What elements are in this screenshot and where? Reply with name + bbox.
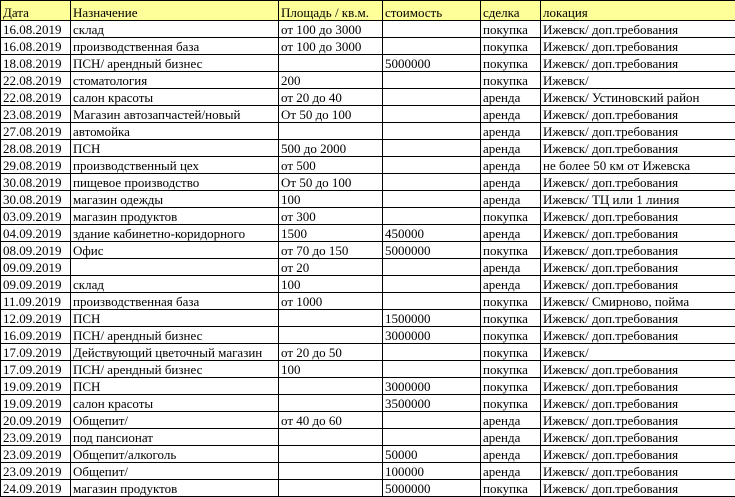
cell-purpose[interactable]: салон красоты [71,89,279,106]
cell-price[interactable]: 3000000 [383,378,481,395]
table-row [1,446,735,463]
cell-date[interactable]: 19.09.2019 [1,378,71,395]
cell-purpose[interactable] [71,259,279,276]
table-row [1,140,735,157]
header-deal[interactable]: сделка [481,1,541,21]
header-purpose[interactable]: Назначение [71,1,279,21]
cell-area[interactable] [279,446,383,463]
cell-date[interactable]: 22.08.2019 [1,89,71,106]
cell-price[interactable] [383,344,481,361]
cell-area[interactable]: от 100 до 3000 [279,38,383,55]
cell-price[interactable]: 3500000 [383,395,481,412]
cell-price[interactable]: 50000 [383,446,481,463]
cell-area[interactable] [279,55,383,72]
cell-date[interactable]: 30.08.2019 [1,191,71,208]
cell-deal[interactable]: покупка [481,344,541,361]
cell-price[interactable] [383,293,481,310]
table-row [1,157,735,174]
table-row [1,21,735,38]
cell-area[interactable]: от 40 до 60 [279,412,383,429]
cell-purpose[interactable]: здание кабинетно-коридорного [71,225,279,242]
cell-location[interactable]: Ижевск/ доп.требования [541,174,735,191]
cell-date[interactable]: 08.09.2019 [1,242,71,259]
cell-deal[interactable]: аренда [481,157,541,174]
table-row [1,293,735,310]
header-location[interactable]: локация [541,1,735,21]
cell-date[interactable]: 30.08.2019 [1,174,71,191]
cell-deal[interactable]: покупка [481,208,541,225]
cell-purpose[interactable]: ПСН/ арендный бизнес [71,327,279,344]
cell-location[interactable]: Ижевск/ доп.требования [541,429,735,446]
cell-price[interactable] [383,259,481,276]
cell-area[interactable]: 200 [279,72,383,89]
header-date[interactable]: Дата [1,1,71,21]
cell-price[interactable] [383,38,481,55]
cell-purpose[interactable]: ПСН [71,378,279,395]
cell-area[interactable]: от 300 [279,208,383,225]
cell-area[interactable]: от 100 до 3000 [279,21,383,38]
cell-area[interactable]: 100 [279,276,383,293]
table-row [1,361,735,378]
cell-deal[interactable]: аренда [481,174,541,191]
cell-purpose[interactable]: стоматология [71,72,279,89]
cell-area[interactable]: 100 [279,361,383,378]
cell-price[interactable]: 450000 [383,225,481,242]
cell-date[interactable]: 04.09.2019 [1,225,71,242]
cell-location[interactable]: Ижевск/ [541,344,735,361]
cell-date[interactable]: 17.09.2019 [1,344,71,361]
cell-date[interactable]: 12.09.2019 [1,310,71,327]
table-row [1,480,735,497]
cell-area[interactable]: от 20 до 40 [279,89,383,106]
cell-date[interactable]: 16.08.2019 [1,21,71,38]
cell-purpose[interactable]: Офис [71,242,279,259]
cell-location[interactable]: Ижевск/ доп.требования [541,446,735,463]
cell-location[interactable]: Ижевск/ доп.требования [541,21,735,38]
cell-date[interactable]: 24.09.2019 [1,480,71,497]
cell-area[interactable] [279,123,383,140]
table-body [1,21,735,497]
cell-deal[interactable]: покупка [481,55,541,72]
cell-deal[interactable]: аренда [481,276,541,293]
cell-purpose[interactable]: Действующий цветочный магазин [71,344,279,361]
cell-location[interactable]: Ижевск/ доп.требования [541,378,735,395]
table-header [1,1,735,21]
cell-price[interactable]: 3000000 [383,327,481,344]
cell-purpose[interactable]: под пансионат [71,429,279,446]
cell-deal[interactable]: аренда [481,225,541,242]
cell-price[interactable] [383,106,481,123]
cell-location[interactable]: Ижевск/ доп.требования [541,463,735,480]
cell-purpose[interactable]: производственный цех [71,157,279,174]
cell-area[interactable]: 500 до 2000 [279,140,383,157]
cell-price[interactable] [383,21,481,38]
cell-location[interactable]: Ижевск/ доп.требования [541,412,735,429]
cell-location[interactable]: Ижевск/ доп.требования [541,208,735,225]
cell-price[interactable] [383,191,481,208]
table-row [1,463,735,480]
cell-location[interactable]: Ижевск/ доп.требования [541,276,735,293]
cell-location[interactable]: Ижевск/ доп.требования [541,55,735,72]
cell-location[interactable]: Ижевск/ доп.требования [541,242,735,259]
cell-purpose[interactable]: ПСН [71,310,279,327]
cell-price[interactable] [383,361,481,378]
cell-purpose[interactable]: ПСН [71,140,279,157]
table-row [1,55,735,72]
cell-purpose[interactable]: магазин продуктов [71,208,279,225]
cell-deal[interactable]: покупка [481,395,541,412]
table-row [1,89,735,106]
cell-deal[interactable]: аренда [481,463,541,480]
cell-deal[interactable]: аренда [481,140,541,157]
cell-deal[interactable]: покупка [481,361,541,378]
cell-deal[interactable]: покупка [481,242,541,259]
cell-date[interactable]: 29.08.2019 [1,157,71,174]
table-row [1,429,735,446]
cell-deal[interactable]: покупка [481,310,541,327]
table-row [1,123,735,140]
cell-location[interactable]: Ижевск/ доп.требования [541,395,735,412]
cell-date[interactable]: 03.09.2019 [1,208,71,225]
table-row [1,378,735,395]
table-row [1,38,735,55]
cell-area[interactable]: от 70 до 150 [279,242,383,259]
cell-date[interactable]: 16.08.2019 [1,38,71,55]
cell-area[interactable]: от 20 [279,259,383,276]
cell-price[interactable] [383,157,481,174]
cell-area[interactable] [279,463,383,480]
cell-purpose[interactable]: производственная база [71,38,279,55]
table-row [1,72,735,89]
table-row [1,395,735,412]
cell-purpose[interactable]: автомойка [71,123,279,140]
cell-location[interactable]: Ижевск/ доп.требования [541,327,735,344]
cell-purpose[interactable]: магазин одежды [71,191,279,208]
cell-price[interactable] [383,276,481,293]
table-row [1,174,735,191]
cell-area[interactable] [279,378,383,395]
cell-area[interactable]: 1500 [279,225,383,242]
cell-area[interactable] [279,480,383,497]
cell-date[interactable]: 22.08.2019 [1,72,71,89]
cell-area[interactable]: от 500 [279,157,383,174]
cell-deal[interactable]: покупка [481,38,541,55]
table-row [1,310,735,327]
cell-purpose[interactable]: Общепит/алкоголь [71,446,279,463]
cell-deal[interactable]: покупка [481,327,541,344]
cell-area[interactable] [279,310,383,327]
cell-location[interactable]: Ижевск/ Смирново, пойма [541,293,735,310]
cell-date[interactable]: 09.09.2019 [1,259,71,276]
cell-area[interactable]: от 20 до 50 [279,344,383,361]
cell-location[interactable]: Ижевск/ [541,72,735,89]
cell-date[interactable]: 27.08.2019 [1,123,71,140]
cell-deal[interactable]: покупка [481,480,541,497]
table-row [1,276,735,293]
cell-price[interactable]: 1500000 [383,310,481,327]
table-row [1,106,735,123]
cell-location[interactable]: Ижевск/ доп.требования [541,38,735,55]
cell-deal[interactable]: аренда [481,123,541,140]
cell-area[interactable] [279,429,383,446]
cell-deal[interactable]: покупка [481,72,541,89]
cell-location[interactable]: Ижевск/ доп.требования [541,310,735,327]
cell-purpose[interactable]: склад [71,21,279,38]
cell-date[interactable]: 28.08.2019 [1,140,71,157]
cell-date[interactable]: 16.09.2019 [1,327,71,344]
cell-area[interactable]: От 50 до 100 [279,174,383,191]
cell-location[interactable]: Ижевск/ доп.требования [541,123,735,140]
table-row [1,208,735,225]
cell-location[interactable]: Ижевск/ доп.требования [541,106,735,123]
table-row [1,327,735,344]
table-row [1,344,735,361]
cell-purpose[interactable]: пищевое производство [71,174,279,191]
table-row [1,191,735,208]
cell-area[interactable]: от 1000 [279,293,383,310]
table-row [1,412,735,429]
cell-deal[interactable]: покупка [481,21,541,38]
cell-price[interactable] [383,208,481,225]
cell-area[interactable]: 100 [279,191,383,208]
cell-deal[interactable]: аренда [481,446,541,463]
cell-date[interactable]: 23.08.2019 [1,106,71,123]
cell-purpose[interactable]: Общепит/ [71,412,279,429]
cell-purpose[interactable]: производственная база [71,293,279,310]
cell-date[interactable]: 17.09.2019 [1,361,71,378]
cell-date[interactable]: 23.09.2019 [1,463,71,480]
cell-price[interactable]: 5000000 [383,480,481,497]
table-row [1,225,735,242]
cell-date[interactable]: 23.09.2019 [1,429,71,446]
cell-date[interactable]: 20.09.2019 [1,412,71,429]
cell-price[interactable]: 5000000 [383,55,481,72]
cell-price[interactable] [383,72,481,89]
cell-location[interactable]: не более 50 км от Ижевска [541,157,735,174]
cell-price[interactable]: 100000 [383,463,481,480]
cell-location[interactable]: Ижевск/ доп.требования [541,361,735,378]
cell-price[interactable] [383,174,481,191]
cell-location[interactable]: Ижевск/ доп.требования [541,140,735,157]
cell-date[interactable]: 18.08.2019 [1,55,71,72]
cell-location[interactable]: Ижевск/ Устиновский район [541,89,735,106]
cell-area[interactable] [279,327,383,344]
cell-deal[interactable]: аренда [481,89,541,106]
cell-date[interactable]: 23.09.2019 [1,446,71,463]
cell-deal[interactable]: покупка [481,378,541,395]
cell-deal[interactable]: аренда [481,412,541,429]
cell-price[interactable] [383,140,481,157]
cell-area[interactable] [279,395,383,412]
cell-purpose[interactable]: ПСН/ арендный бизнес [71,361,279,378]
cell-purpose[interactable]: Общепит/ [71,463,279,480]
header-row [1,1,735,21]
cell-date[interactable]: 11.09.2019 [1,293,71,310]
header-area[interactable]: Площадь / кв.м. [279,1,383,21]
cell-location[interactable]: Ижевск/ доп.требования [541,259,735,276]
cell-purpose[interactable]: склад [71,276,279,293]
cell-purpose[interactable]: салон красоты [71,395,279,412]
cell-price[interactable] [383,412,481,429]
cell-purpose[interactable]: Магазин автозапчастей/новый [71,106,279,123]
cell-location[interactable]: Ижевск/ доп.требования [541,225,735,242]
cell-deal[interactable]: покупка [481,293,541,310]
cell-deal[interactable]: аренда [481,106,541,123]
header-price[interactable]: стоимость [383,1,481,21]
cell-area[interactable]: От 50 до 100 [279,106,383,123]
cell-purpose[interactable]: ПСН/ арендный бизнес [71,55,279,72]
cell-price[interactable] [383,123,481,140]
cell-date[interactable]: 09.09.2019 [1,276,71,293]
cell-location[interactable]: Ижевск/ доп.требования [541,480,735,497]
table-row [1,259,735,276]
cell-purpose[interactable]: магазин продуктов [71,480,279,497]
cell-price[interactable] [383,429,481,446]
cell-price[interactable] [383,89,481,106]
cell-deal[interactable]: аренда [481,191,541,208]
cell-date[interactable]: 19.09.2019 [1,395,71,412]
cell-location[interactable]: Ижевск/ ТЦ или 1 линия [541,191,735,208]
cell-deal[interactable]: аренда [481,429,541,446]
cell-deal[interactable]: аренда [481,259,541,276]
cell-price[interactable]: 5000000 [383,242,481,259]
table-row [1,242,735,259]
